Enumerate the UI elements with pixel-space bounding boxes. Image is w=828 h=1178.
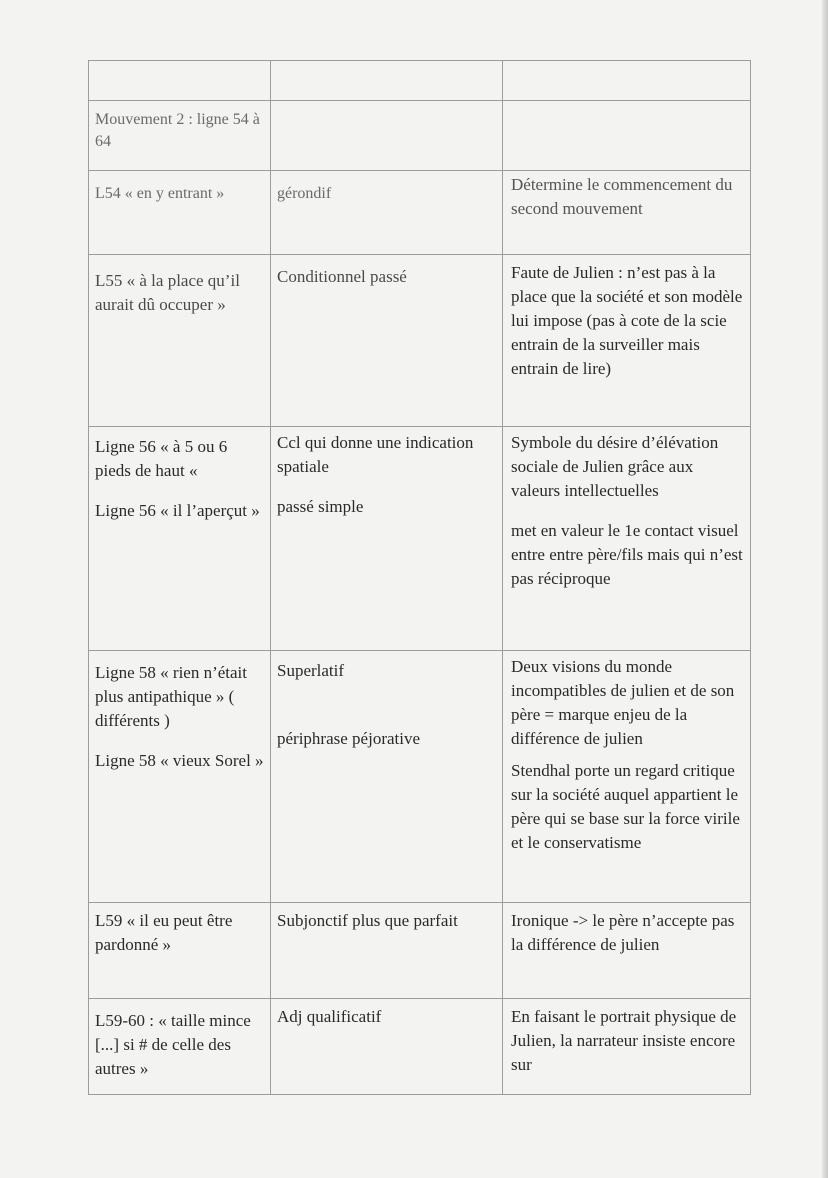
table-cell [271, 903, 503, 999]
interpretation-cell: met en valeur le 1e contact visuel entre entre père/fils mais qui n’est pas réciproque [511, 521, 743, 588]
quote-cell: L59-60 : « taille mince [...] si # de celle des autres » [95, 1011, 251, 1078]
table-row [89, 427, 751, 651]
table-cell [89, 999, 271, 1095]
quote-cell: L54 « en y entrant » [95, 185, 225, 202]
table-cell [271, 61, 503, 101]
table-row [89, 903, 751, 999]
table-cell [271, 999, 503, 1095]
interpretation-cell: Ironique -> le père n’accepte pas la différence de julien [511, 911, 735, 954]
interpretation-cell: Deux visions du monde incompatibles de julien et de son père = marque enjeu de la différence de julien [511, 657, 735, 748]
section-heading: Mouvement 2 : ligne 54 à 64 [95, 111, 260, 150]
table-cell [271, 255, 503, 427]
quote-cell: Ligne 56 « il l’aperçut » [95, 501, 260, 520]
figure-cell: Conditionnel passé [277, 267, 407, 286]
table-cell [503, 651, 751, 903]
table-cell [503, 255, 751, 427]
quote-cell: L59 « il eu peut être pardonné » [95, 911, 233, 954]
table-row [89, 255, 751, 427]
table-row [89, 651, 751, 903]
table-row [89, 999, 751, 1095]
analysis-table [88, 60, 751, 1095]
table-cell [271, 101, 503, 171]
figure-cell: Adj qualificatif [277, 1007, 382, 1026]
table-cell [89, 427, 271, 651]
figure-cell: Superlatif [277, 661, 345, 680]
table-cell [503, 427, 751, 651]
table-cell [503, 171, 751, 255]
table-cell [503, 903, 751, 999]
figure-cell: Ccl qui donne une indication spatiale [277, 433, 474, 476]
quote-cell: Ligne 58 « rien n’était plus antipathique » ( différents ) [95, 663, 248, 730]
table-cell [503, 61, 751, 101]
quote-cell: L55 « à la place qu’il aurait dû occuper » [95, 271, 240, 314]
interpretation-cell: En faisant le portrait physique de Julien, la narrateur insiste encore sur [511, 1007, 737, 1074]
interpretation-cell: Faute de Julien : n’est pas à la place que la société et son modèle lui impose (pas à cote de la scie entrain de la surveiller mais entrain de lire) [511, 263, 743, 378]
figure-cell: passé simple [277, 497, 364, 516]
table-cell [503, 999, 751, 1095]
figure-cell: Subjonctif plus que parfait [277, 911, 458, 930]
table-cell [89, 255, 271, 427]
table-cell [89, 61, 271, 101]
table-cell [89, 101, 271, 171]
quote-cell: Ligne 56 « à 5 ou 6 pieds de haut « [95, 437, 228, 480]
table-cell [89, 171, 271, 255]
table-cell [89, 903, 271, 999]
table-row [89, 61, 751, 101]
interpretation-cell: Stendhal porte un regard critique sur la société auquel appartient le père qui se base sur la force virile et le conservatisme [511, 761, 740, 852]
figure-cell: périphrase péjorative [277, 729, 421, 748]
table-cell [89, 651, 271, 903]
table-cell [271, 651, 503, 903]
table-row [89, 101, 751, 171]
figure-cell: gérondif [277, 185, 332, 202]
interpretation-cell: Détermine le commencement du second mouvement [511, 175, 733, 218]
table-row [89, 171, 751, 255]
table-cell [503, 101, 751, 171]
page-edge-shadow [822, 0, 828, 1178]
table-cell [271, 171, 503, 255]
table-cell [271, 427, 503, 651]
quote-cell: Ligne 58 « vieux Sorel » [95, 751, 264, 770]
interpretation-cell: Symbole du désire d’élévation sociale de Julien grâce aux valeurs intellectuelles [511, 433, 719, 500]
